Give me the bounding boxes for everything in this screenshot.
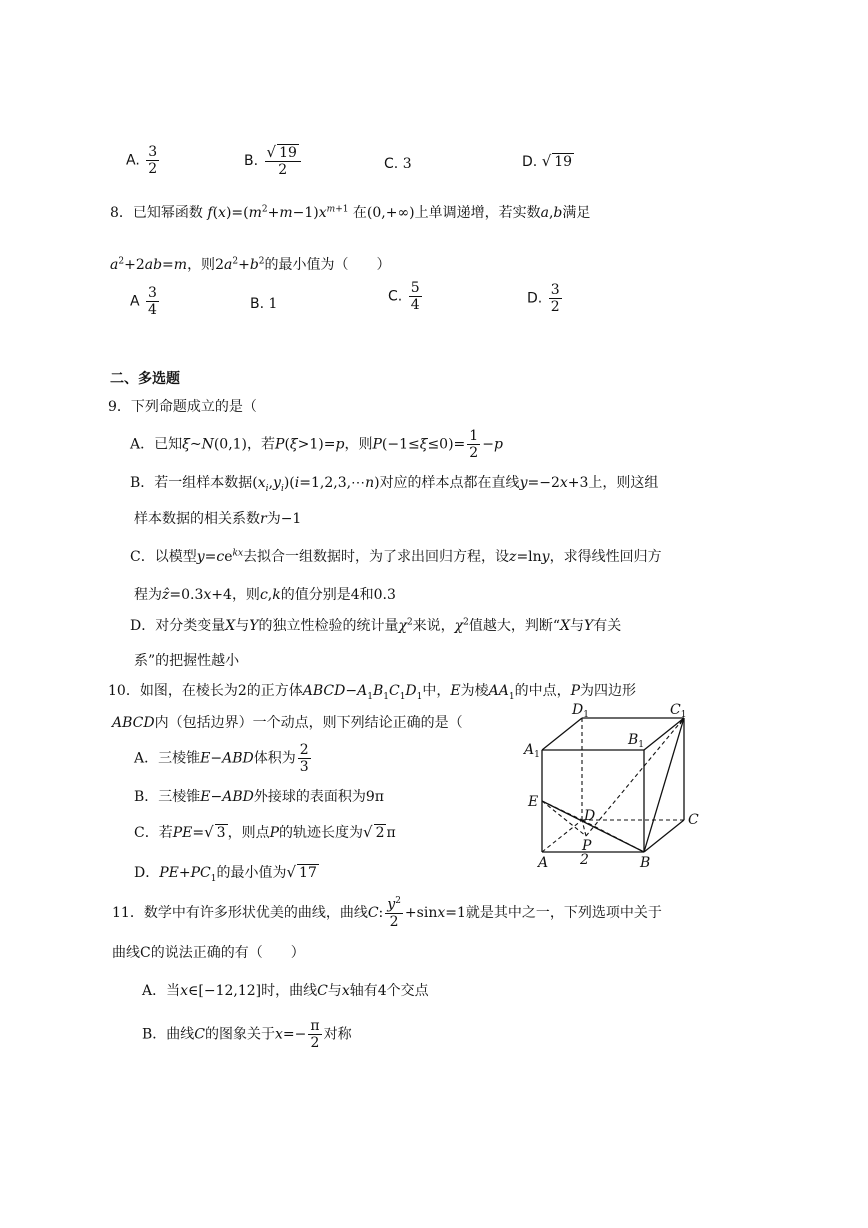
label-edge-length: 2 — [580, 852, 589, 868]
q9-option-b-line-1: B．若一组样本数据$(x_i,y_i)(i=1,2,3,\cdots n)$对应的样本点都在直线y=−2x+3上，则这组 — [130, 475, 659, 494]
q9-option-d-line-1: D．对分类变量X与Y的独立性检验的统计量$\chi^2$来说，$\chi^2$值越大，判断“X与Y有关 — [130, 617, 622, 634]
q9-option-a: A．已知ξ~N(0,1)，若P(ξ>1)=p，则P(−1≤ξ≤0)= $\frac{1}{2}$ −p — [130, 428, 503, 462]
q8-option-b: B. 1 — [250, 296, 278, 312]
q8-option-a: A $\frac{3}{4}$ — [130, 285, 157, 319]
q7-option-a: A. $\frac{3}{2}$ — [126, 144, 158, 178]
q8-option-d: D. $\frac{3}{2}$ — [527, 282, 560, 316]
q9-option-c-line-2: 程为ẑ=0.3x+4，则c,k的值分别是4和0.3 — [134, 587, 396, 603]
label-e: E — [528, 794, 539, 810]
q11-stem-line-2: 曲线C的说法正确的有（ ） — [112, 945, 305, 961]
q10-stem-line-2: ABCD内（包括边界）一个动点，则下列结论正确的是（ — [112, 715, 463, 731]
q8-stem-line-1: 8．已知幂函数 $f(x)=(m^2+m-1)x^{m+1}$ 在(0,+∞)上单调递增，若实数a,b满足 — [110, 204, 591, 221]
q9-stem: 9．下列命题成立的是（ — [108, 399, 257, 415]
q8-option-c: C. $\frac{5}{4}$ — [388, 280, 420, 314]
q9-option-b-line-2: 样本数据的相关系数r为−1 — [134, 511, 302, 527]
q10-option-c: C．若PE=√ 3 ，则点P的轨迹长度为√ 2 π — [134, 823, 396, 841]
q9-option-c-line-1: C．以模型$y=ce^{kx}$去拟合一组数据时，为了求出回归方程，设z=lny，求得线性回归方 — [130, 548, 662, 565]
label-b1: $B_1$ — [628, 732, 645, 750]
label-c1: $C_1$ — [670, 702, 687, 720]
label-a1: $A_1$ — [524, 742, 540, 760]
q11-stem-line-1: 11．数学中有许多形状优美的曲线，曲线C: $\frac{y^2}{2}$ +sinx=1就是其中之一，下列选项中关于 — [112, 896, 662, 930]
fraction: $\frac{√ 19}{2}$ — [265, 144, 301, 178]
q10-option-a: A．三棱锥E−ABD体积为 $\frac{2}{3}$ — [134, 742, 309, 776]
q7-option-c: C. 3 — [384, 156, 412, 172]
q7-option-b: B. $\frac{√ 19}{2}$ — [244, 144, 303, 178]
label-d1: $D_1$ — [572, 702, 589, 720]
q8-stem-line-2: $a^2+2ab=m$，则$2a^2+b^2$的最小值为（ ） — [110, 256, 391, 273]
q7-option-d: D. √ 19 — [522, 152, 573, 170]
label-a: A — [538, 855, 549, 871]
label-b: B — [640, 855, 651, 871]
q9-option-d-line-2: 系”的把握性越小 — [134, 653, 240, 669]
q10-stem-line-1: 10．如图，在棱长为2的正方体$ABCD-A_1B_1C_1D_1$中，E为棱$AA_1$的中点，P为四边形 — [108, 683, 637, 702]
label-d: D — [584, 808, 596, 824]
q10-option-d: D．$PE+PC_1$的最小值为√ 17 — [134, 863, 317, 884]
label-p: P — [582, 838, 592, 854]
q11-option-b: B．曲线C的图象关于x=− $\frac{\pi}{2}$ 对称 — [142, 1018, 352, 1052]
label-c: C — [688, 812, 699, 828]
section-title: 二、多选题 — [110, 371, 180, 387]
q11-option-a: A．当x∈[−12,12]时，曲线C与x轴有4个交点 — [142, 983, 429, 999]
fraction: $\frac{3}{2}$ — [148, 144, 158, 178]
cube-figure — [520, 700, 720, 872]
q10-option-b: B．三棱锥E−ABD外接球的表面积为9π — [134, 789, 384, 805]
